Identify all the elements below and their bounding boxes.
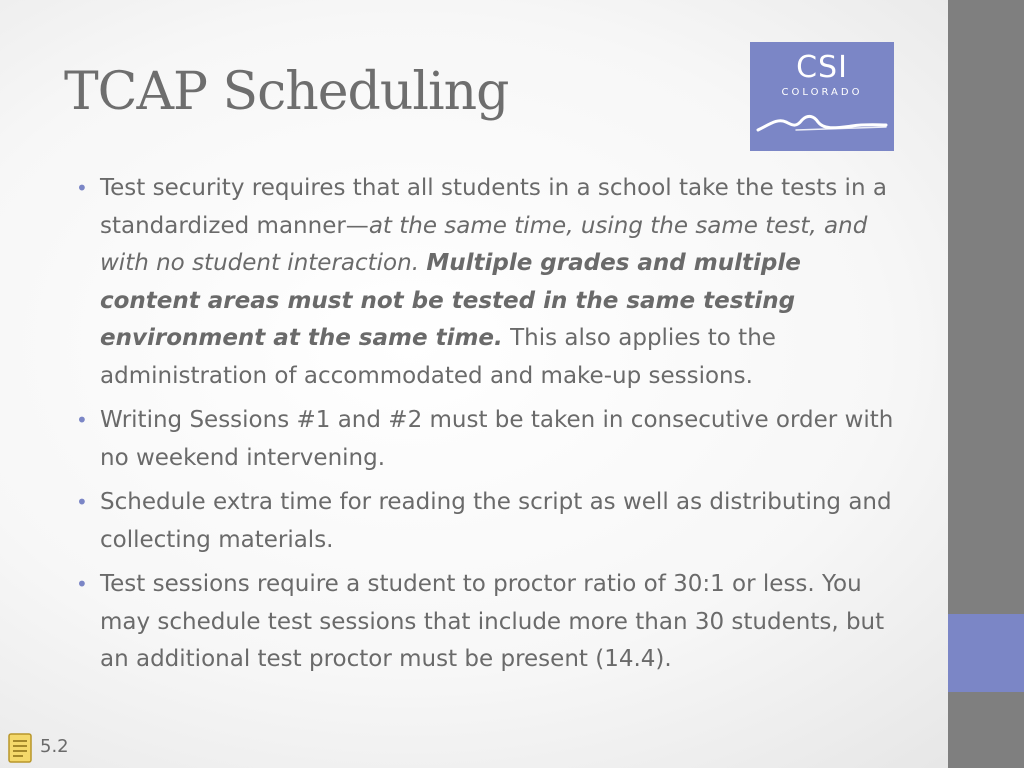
bullet-item [76,566,900,679]
bullet-text-run: Multiple grades and multiple content areas must not be tested in the same testing environment at the same time. [100,250,801,351]
logo-text-colorado: COLORADO [781,87,863,98]
bullet-text-run: Writing Sessions #1 and #2 must be taken in consecutive order with no weekend intervening. [100,407,894,471]
bullet-text-run: Test security requires that all students in a school take the tests in a standardized manner— [100,175,887,239]
note-icon[interactable] [8,733,32,763]
bullet-dot-icon: • [76,176,88,200]
bullet-item [76,402,900,477]
bullet-item [76,170,900,395]
bullet-dot-icon: • [76,572,88,596]
bullet-text-run: at the same time, using the same test, and with no student interaction. [100,212,868,276]
slide-title: TCAP Scheduling [64,62,509,122]
logo-text-csi: CSI [796,50,848,85]
bullet-text-run: Schedule extra time for reading the script as well as distributing and collecting materials. [100,489,892,553]
mountain-swoosh-icon [756,108,888,138]
bullet-text-run: This also applies to the administration of accommodated and make-up sessions. [100,325,776,389]
bullet-dot-icon: • [76,408,88,432]
sidebar-accent-block [948,614,1024,692]
slide-number: 5.2 [40,736,69,757]
right-sidebar [948,0,1024,768]
bullet-dot-icon: • [76,490,88,514]
bullet-list [76,170,900,686]
bullet-text-run: Test sessions require a student to proctor ratio of 30:1 or less. You may schedule test sessions that include more than 30 students, but an additional test proctor must be present (14.4). [100,571,885,672]
csi-colorado-logo [750,42,894,151]
bullet-item [76,484,900,559]
